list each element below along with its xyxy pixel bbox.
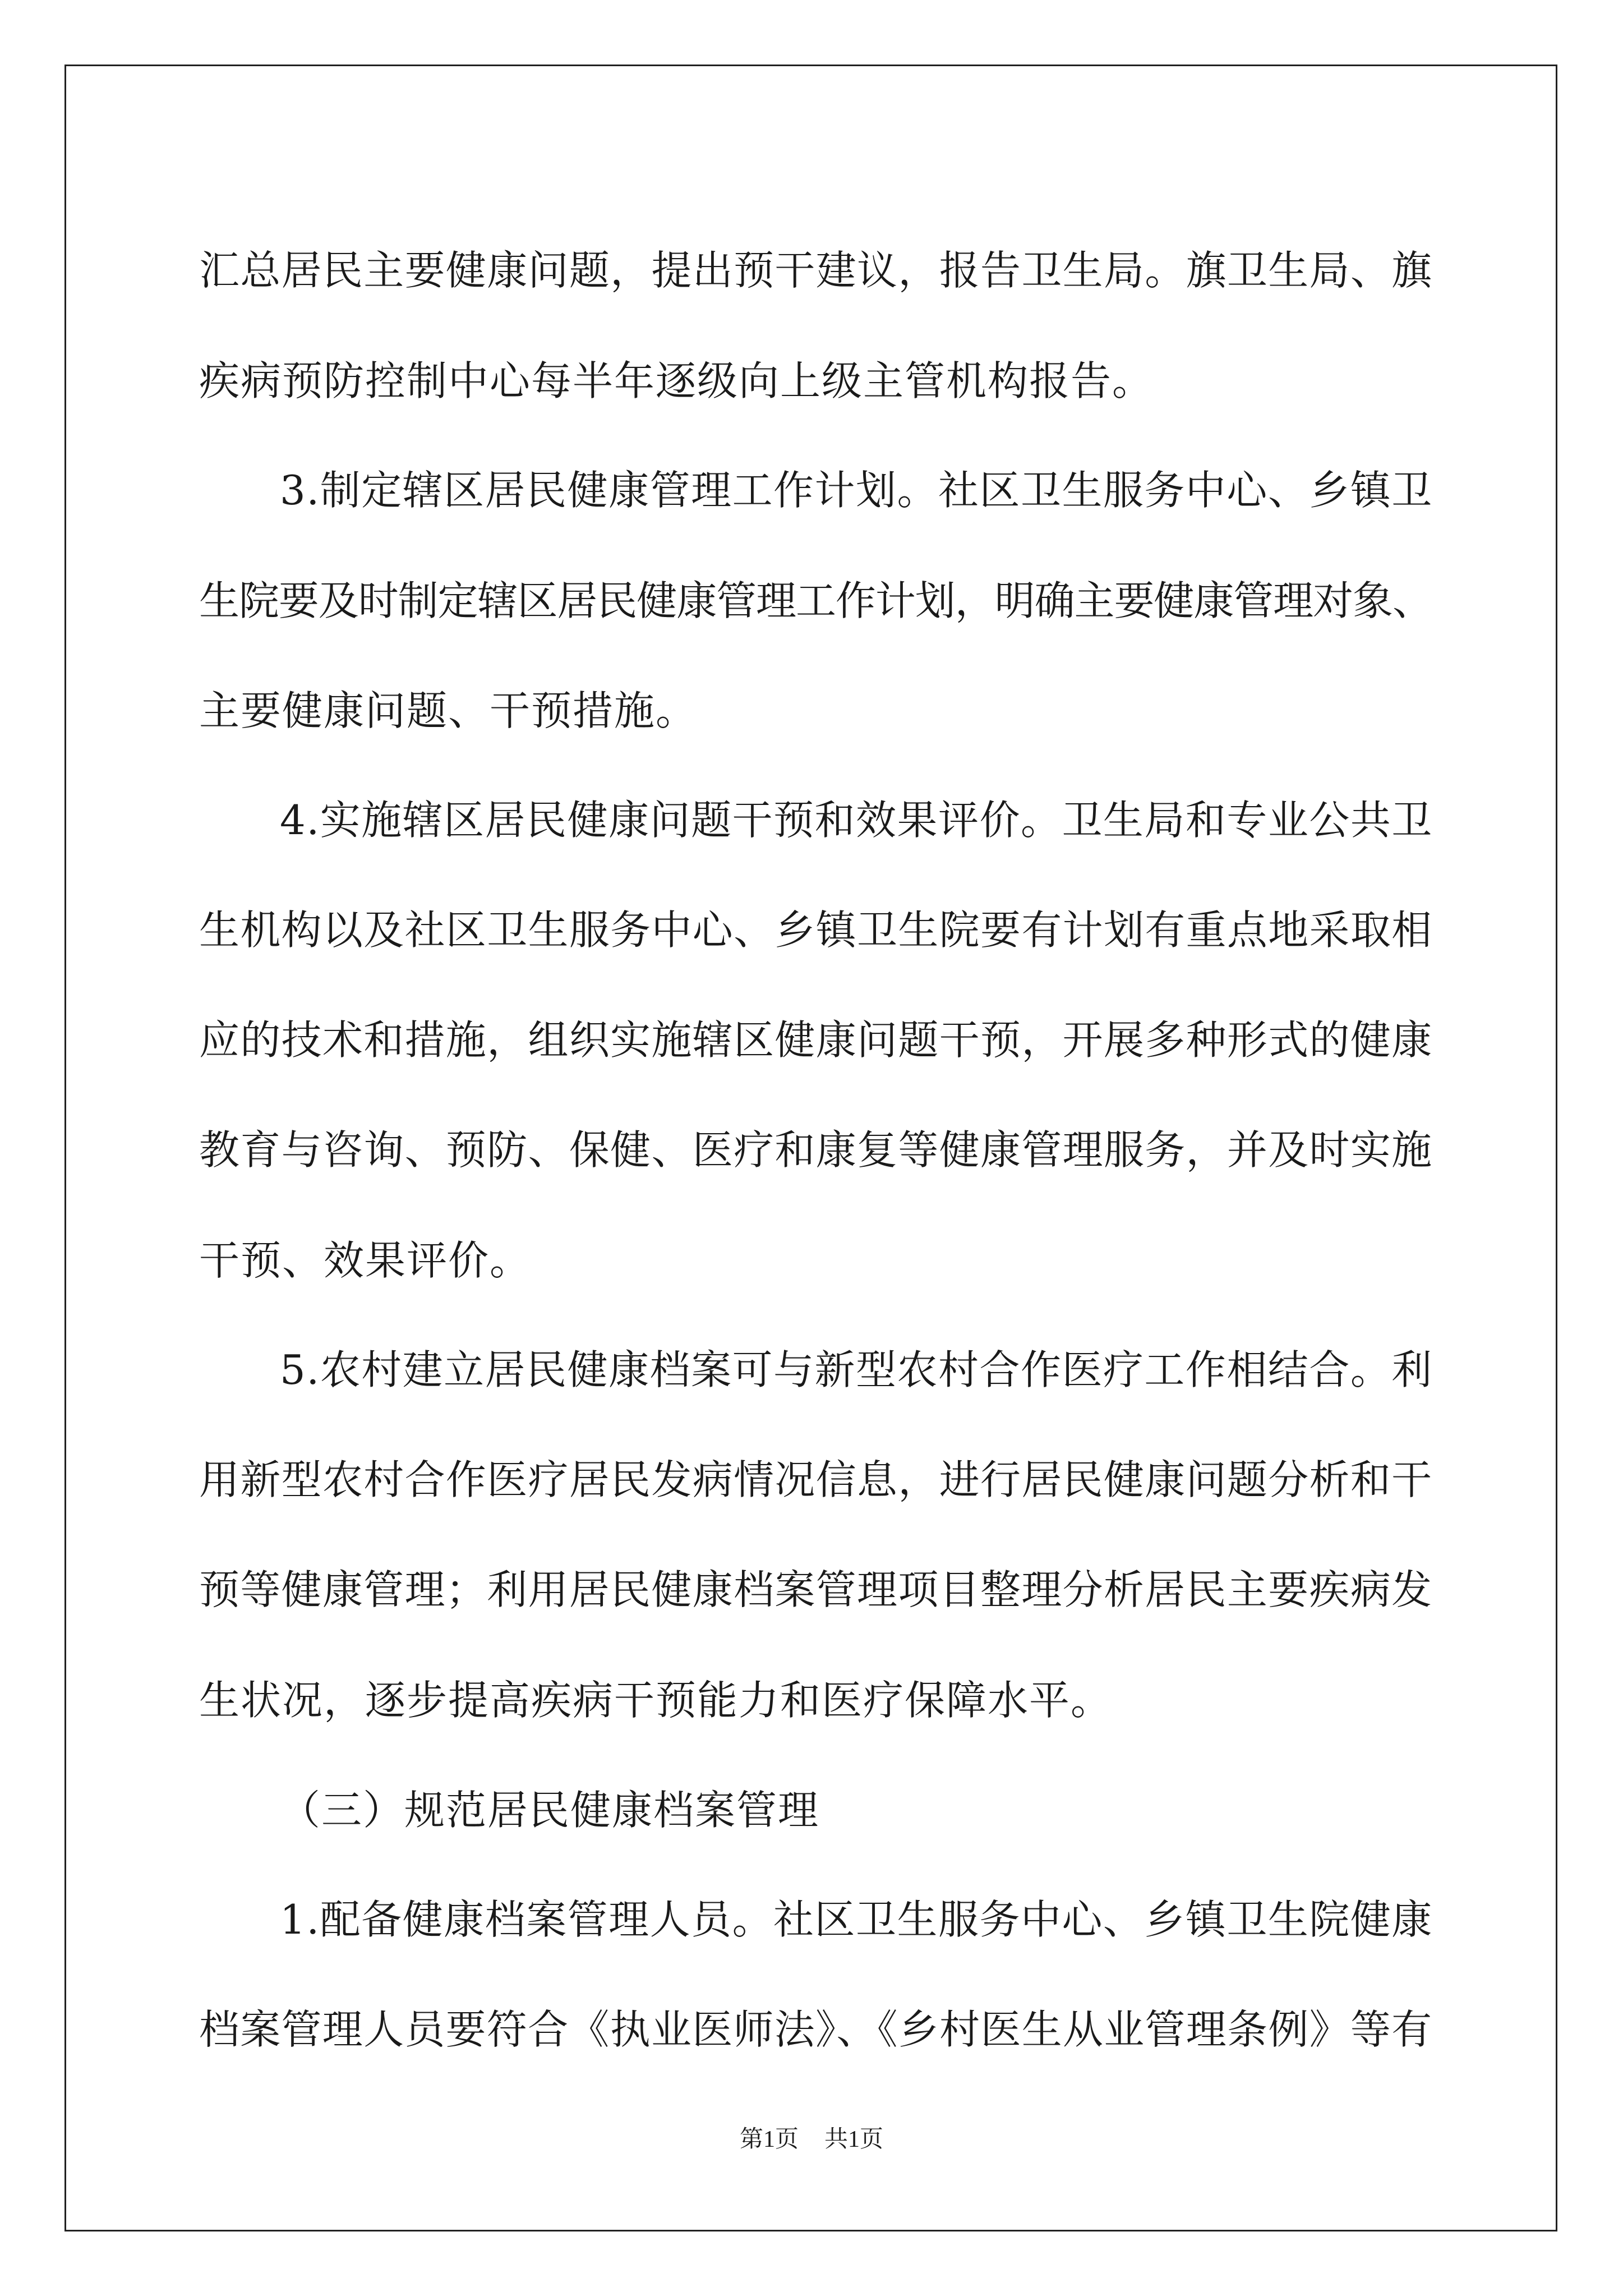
page-footer xyxy=(0,2120,1623,2154)
text-line-content: 干预、效果评价。 xyxy=(199,1237,532,1284)
text-line xyxy=(199,766,1433,876)
text-line xyxy=(199,546,1433,656)
text-line xyxy=(199,1205,1433,1315)
text-line xyxy=(199,436,1433,546)
text-line xyxy=(199,1865,1433,1975)
text-line xyxy=(199,656,1433,766)
text-line-content: 疾病预防控制中心每半年逐级向上级主管机构报告。 xyxy=(199,357,1154,404)
text-line-content: 主要健康问题、干预措施。 xyxy=(199,687,698,734)
text-line xyxy=(199,1755,1433,1865)
text-line xyxy=(199,1975,1433,2085)
text-line-content: 应的技术和措施，组织实施辖区健康问题干预，开展多种形式的健康 xyxy=(199,1016,1433,1064)
text-line xyxy=(199,986,1433,1096)
text-line xyxy=(199,216,1433,326)
text-line-content: 教育与咨询、预防、保健、医疗和康复等健康管理服务，并及时实施 xyxy=(199,1126,1433,1174)
text-line-content: 3.制定辖区居民健康管理工作计划。社区卫生服务中心、乡镇卫 xyxy=(280,467,1433,514)
text-line-content: 生机构以及社区卫生服务中心、乡镇卫生院要有计划有重点地采取相 xyxy=(199,907,1433,954)
text-line xyxy=(199,326,1433,436)
text-line-content: 5.农村建立居民健康档案可与新型农村合作医疗工作相结合。利 xyxy=(280,1346,1433,1394)
document-body xyxy=(199,216,1433,2085)
page-total: 共1页 xyxy=(824,2127,884,2152)
text-line-content: 1.配备健康档案管理人员。社区卫生服务中心、乡镇卫生院健康 xyxy=(280,1896,1433,1944)
text-line xyxy=(199,1645,1433,1755)
text-line-content: 生院要及时制定辖区居民健康管理工作计划，明确主要健康管理对象、 xyxy=(199,577,1432,624)
text-line-content: 用新型农村合作医疗居民发病情况信息，进行居民健康问题分析和干 xyxy=(199,1456,1433,1504)
text-line-content: 生状况，逐步提高疾病干预能力和医疗保障水平。 xyxy=(199,1677,1113,1724)
text-line-content: （三）规范居民健康档案管理 xyxy=(280,1787,820,1834)
text-line xyxy=(199,1535,1433,1645)
text-line xyxy=(199,876,1433,986)
text-line xyxy=(199,1425,1433,1535)
text-line-content: 4.实施辖区居民健康问题干预和效果评价。卫生局和专业公共卫 xyxy=(280,797,1433,844)
text-line xyxy=(199,1096,1433,1205)
text-line xyxy=(199,1315,1433,1425)
page-number: 第1页 xyxy=(739,2127,799,2152)
text-line-content: 档案管理人员要符合《执业医师法》、《乡村医生从业管理条例》等有 xyxy=(199,2006,1433,2054)
text-line-content: 预等健康管理；利用居民健康档案管理项目整理分析居民主要疾病发 xyxy=(199,1566,1433,1614)
text-line-content: 汇总居民主要健康问题，提出预干建议，报告卫生局。旗卫生局、旗 xyxy=(199,247,1433,295)
